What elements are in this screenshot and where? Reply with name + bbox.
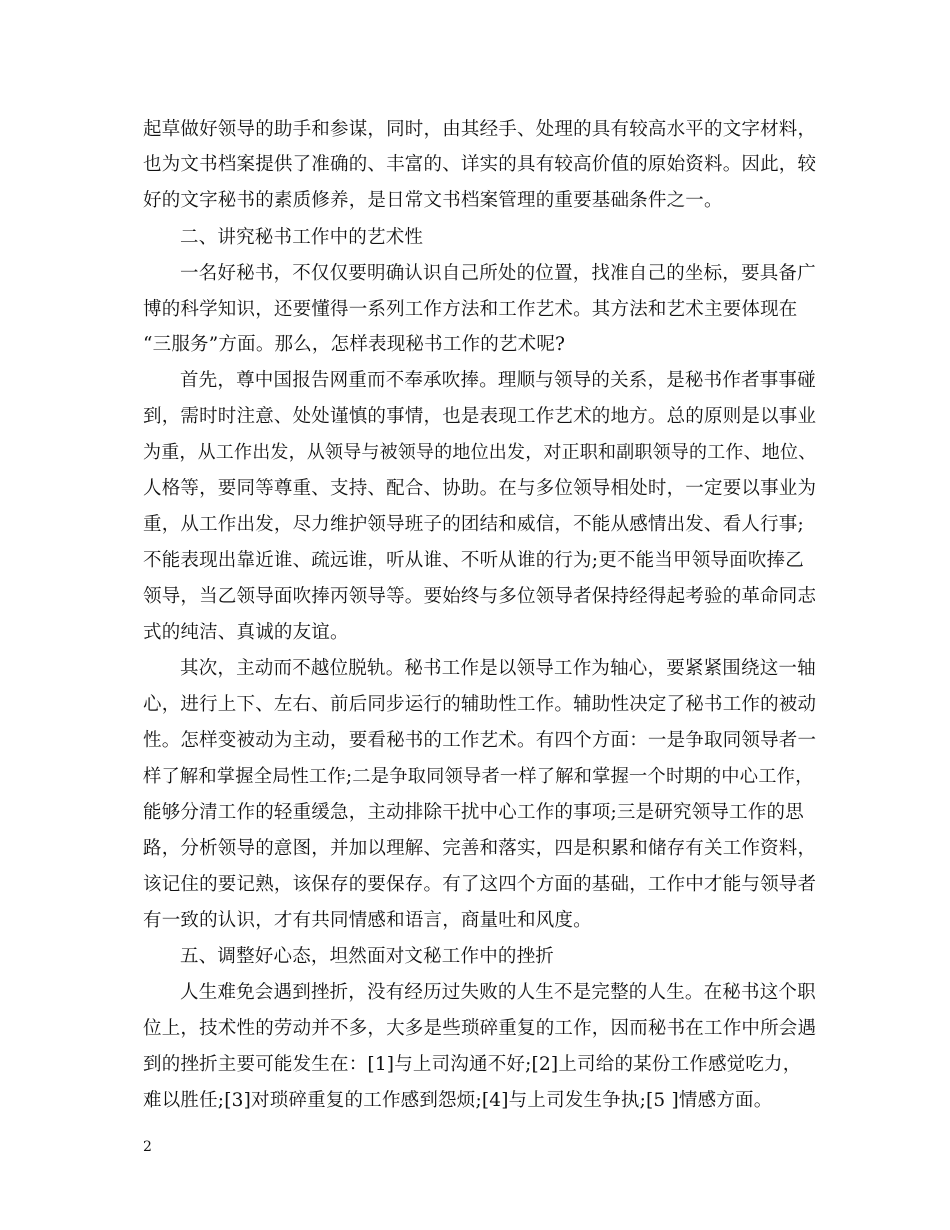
text-line: 到，需时时注意、处处谨慎的事情，也是表现工作艺术的地方。总的原则是以事业: [143, 406, 817, 427]
text-line: 性。怎样变被动为主动，要看秘书的工作艺术。有四个方面：一是争取同领导者一: [143, 730, 817, 751]
text-line: 领导，当乙领导面吹捧丙领导等。要始终与多位领导者保持经得起考验的革命同志: [143, 586, 817, 607]
text-line: 起草做好领导的助手和参谋，同时，由其经手、处理的具有较高水平的文字材料，: [143, 119, 817, 140]
text-line: “三服务”方面。那么，怎样表现秘书工作的艺术呢?: [143, 334, 566, 355]
text-line: 路，分析领导的意图，并加以理解、完善和落实，四是积累和储存有关工作资料，: [143, 838, 817, 859]
text-line: 重，从工作出发，尽力维护领导班子的团结和威信，不能从感情出发、看人行事;: [143, 514, 804, 535]
text-line: 一名好秘书，不仅仅要明确认识自己所处的位置，找准自己的坐标，要具备广: [180, 263, 816, 284]
text-line: 首先，尊中国报告网重而不奉承吹捧。理顺与领导的关系，是秘书作者事事碰: [180, 370, 816, 391]
text-line: 样了解和掌握全局性工作;二是争取同领导者一样了解和掌握一个时期的中心工作，: [143, 766, 814, 787]
text-line: 人生难免会遇到挫折，没有经历过失败的人生不是完整的人生。在秘书这个职: [180, 982, 816, 1003]
text-line: 到的挫折主要可能发生在：[1]与上司沟通不好;[2]上司给的某份工作感觉吃力，: [143, 1054, 802, 1075]
text-line: 该记住的要记熟，该保存的要保存。有了这四个方面的基础，工作中才能与领导者: [143, 874, 817, 895]
text-line: 好的文字秘书的素质修养，是日常文书档案管理的重要基础条件之一。: [143, 190, 723, 211]
text-line: 博的科学知识，还要懂得一系列工作方法和工作艺术。其方法和艺术主要体现在: [143, 299, 798, 320]
section-heading: 二、讲究秘书工作中的艺术性: [180, 227, 424, 248]
text-line: 难以胜任;[3]对琐碎重复的工作感到怨烦;[4]与上司发生争执;[5 ]情感方面。: [143, 1090, 773, 1111]
page-number: 2: [143, 1139, 152, 1155]
text-line: 为重，从工作出发，从领导与被领导的地位出发，对正职和副职领导的工作、地位、: [143, 442, 817, 463]
text-line: 也为文书档案提供了准确的、丰富的、详实的具有较高价值的原始资料。因此，较: [143, 154, 817, 175]
text-line: 不能表现出靠近谁、疏远谁，听从谁、不听从谁的行为;更不能当甲领导面吹捧乙: [143, 550, 804, 571]
text-line: 心，进行上下、左右、前后同步运行的辅助性工作。辅助性决定了秘书工作的被动: [143, 694, 817, 715]
text-line: 人格等，要同等尊重、支持、配合、协助。在与多位领导相处时，一定要以事业为: [143, 478, 817, 499]
text-line: 位上，技术性的劳动并不多，大多是些琐碎重复的工作，因而秘书在工作中所会遇: [143, 1018, 817, 1039]
text-line: 能够分清工作的轻重缓急，主动排除干扰中心工作的事项;三是研究领导工作的思: [143, 802, 804, 823]
text-line: 有一致的认识，才有共同情感和语言，商量吐和风度。: [143, 910, 592, 931]
section-heading: 五、调整好心态，坦然面对文秘工作中的挫折: [180, 946, 555, 967]
text-line: 其次，主动而不越位脱轨。秘书工作是以领导工作为轴心，要紧紧围绕这一轴: [180, 658, 816, 679]
text-line: 式的纯洁、真诚的友谊。: [143, 622, 349, 643]
